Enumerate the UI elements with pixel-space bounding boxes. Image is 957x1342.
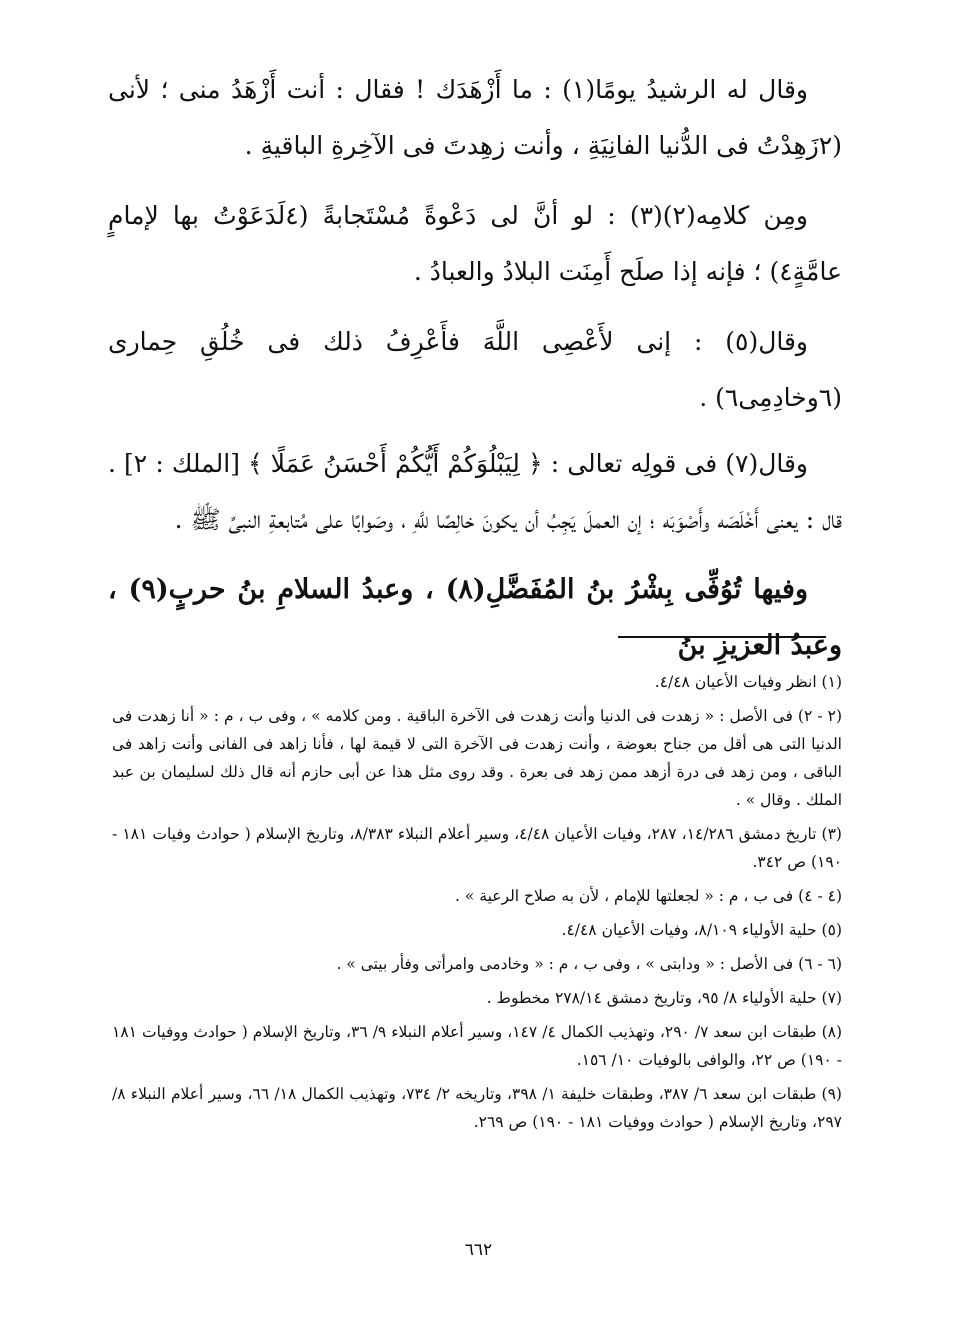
footnotes: [112, 668, 842, 1142]
footnote-4: (٤ - ٤) فى ب ، م : « لجعلتها للإمام ، لأن به صلاح الرعية » .: [455, 887, 842, 905]
footnote-9: (٩) طبقات ابن سعد ٦/ ٣٨٧، وطبقات خليفة ١/ ٣٩٨، وتاريخه ٢/ ٧٣٤، وتهذيب الكمال ١٨/ ٦٦، وسير أعلام النبلاء ٨/ ٢٩٧، وتاريخ الإسلام ( حوادث ووفيات ١٨١ - ١٩٠) ص ٢٦٩.: [112, 1085, 842, 1131]
paragraph-rashid-quote: وقال له الرشيدُ يومًا(١) : ما أَزْهَدَك ! فقال : أنت أَزْهَدُ منى ؛ لأنى (٢زَهِدْتُ فى الدُّنيا الفانِيَةِ ، وأنت زهِدتَ فى الآخِرةِ الباقيةِ .: [108, 75, 842, 160]
paragraph-quran-verse: وقال(٧) فى قولِه تعالى : ﴿ لِيَبْلُوَكُمْ أَيُّكُمْ أَحْسَنُ عَمَلًا ﴾ [الملك : ٢] . قال : يعنى أَخْلَصَه وأَصْوَبَه ؛ إن العملَ يَجِبُ أن يكونَ خالِصًا للَّهِ ، وصَوابًا على مُتابعةِ النبىِّ ﷺ .: [108, 449, 842, 534]
paragraph-deaths: وفيها تُوُفِّى بِشْرُ بنُ المُفَضَّلِ(٨) ، وعبدُ السلامِ بنُ حربٍ(٩) ، وعبدُ العزيزِ بنُ: [108, 574, 842, 661]
page-number: ٦٦٢: [464, 1240, 493, 1260]
footnote-separator: [618, 636, 826, 638]
paragraph-disobedience: وقال(٥) : إنى لأَعْصِى اللَّهَ فأَعْرِفُ ذلك فى خُلُقِ حِمارى (٦وخادِمِى٦) .: [108, 327, 842, 412]
footnote-6: (٦ - ٦) فى الأصل : « ودابتى » ، وفى ب ، م : « وخادمى وامرأتى وفأر بيتى » .: [336, 955, 842, 973]
footnote-1: (١) انظر وفيات الأعيان ٤/٤٨.: [654, 673, 842, 691]
main-text: [108, 62, 842, 688]
footnote-8: (٨) طبقات ابن سعد ٧/ ٢٩٠، وتهذيب الكمال ٤/ ١٤٧، وسير أعلام النبلاء ٩/ ٣٦، وتاريخ الإسلام ( حوادث ووفيات ١٨١ - ١٩٠) ص ٢٢، والوافى بالوفيات ١٠/ ١٥٦.: [112, 1023, 843, 1069]
paragraph-sayings: ومِن كلامِه(٢)(٣) : لو أنَّ لى دَعْوةً مُسْتَجابةً (٤لَدَعَوْتُ بها لإمامٍ عامَّةٍ٤) ؛ فإنه إذا صلَح أَمِنَت البلادُ والعبادُ .: [108, 201, 842, 286]
footnote-5: (٥) حلية الأولياء ٨/١٠٩، وفيات الأعيان ٤/٤٨.: [561, 921, 842, 939]
footnote-7: (٧) حلية الأولياء ٨/ ٩٥، وتاريخ دمشق ٢٧٨/١٤ مخطوط .: [486, 989, 842, 1007]
footnote-3: (٣) تاريخ دمشق ١٤/٢٨٦، ٢٨٧، وفيات الأعيان ٤/٤٨، وسير أعلام النبلاء ٨/٣٨٣، وتاريخ الإسلام ( حوادث وفيات ١٨١ - ١٩٠) ص ٣٤٢.: [112, 825, 842, 871]
footnote-2: (٢ - ٢) فى الأصل : « زهدت فى الدنيا وأنت زهدت فى الآخرة الباقية . ومن كلامه » ، وفى ب ، م : « أنا زهدت فى الدنيا التى هى أقل من جناح بعوضة ، وأنت زهدت فى الآخرة التى لا قيمة لها ، فأنا زاهد فى الفانى وأنت زاهد فى الباقى ، ومن زهد فى درة أزهد ممن زهد فى بعرة . وقد روى مثل هذا عن أبى حازم أنه قال ذلك لسليمان بن عبد الملك . وقال » .: [112, 707, 842, 809]
